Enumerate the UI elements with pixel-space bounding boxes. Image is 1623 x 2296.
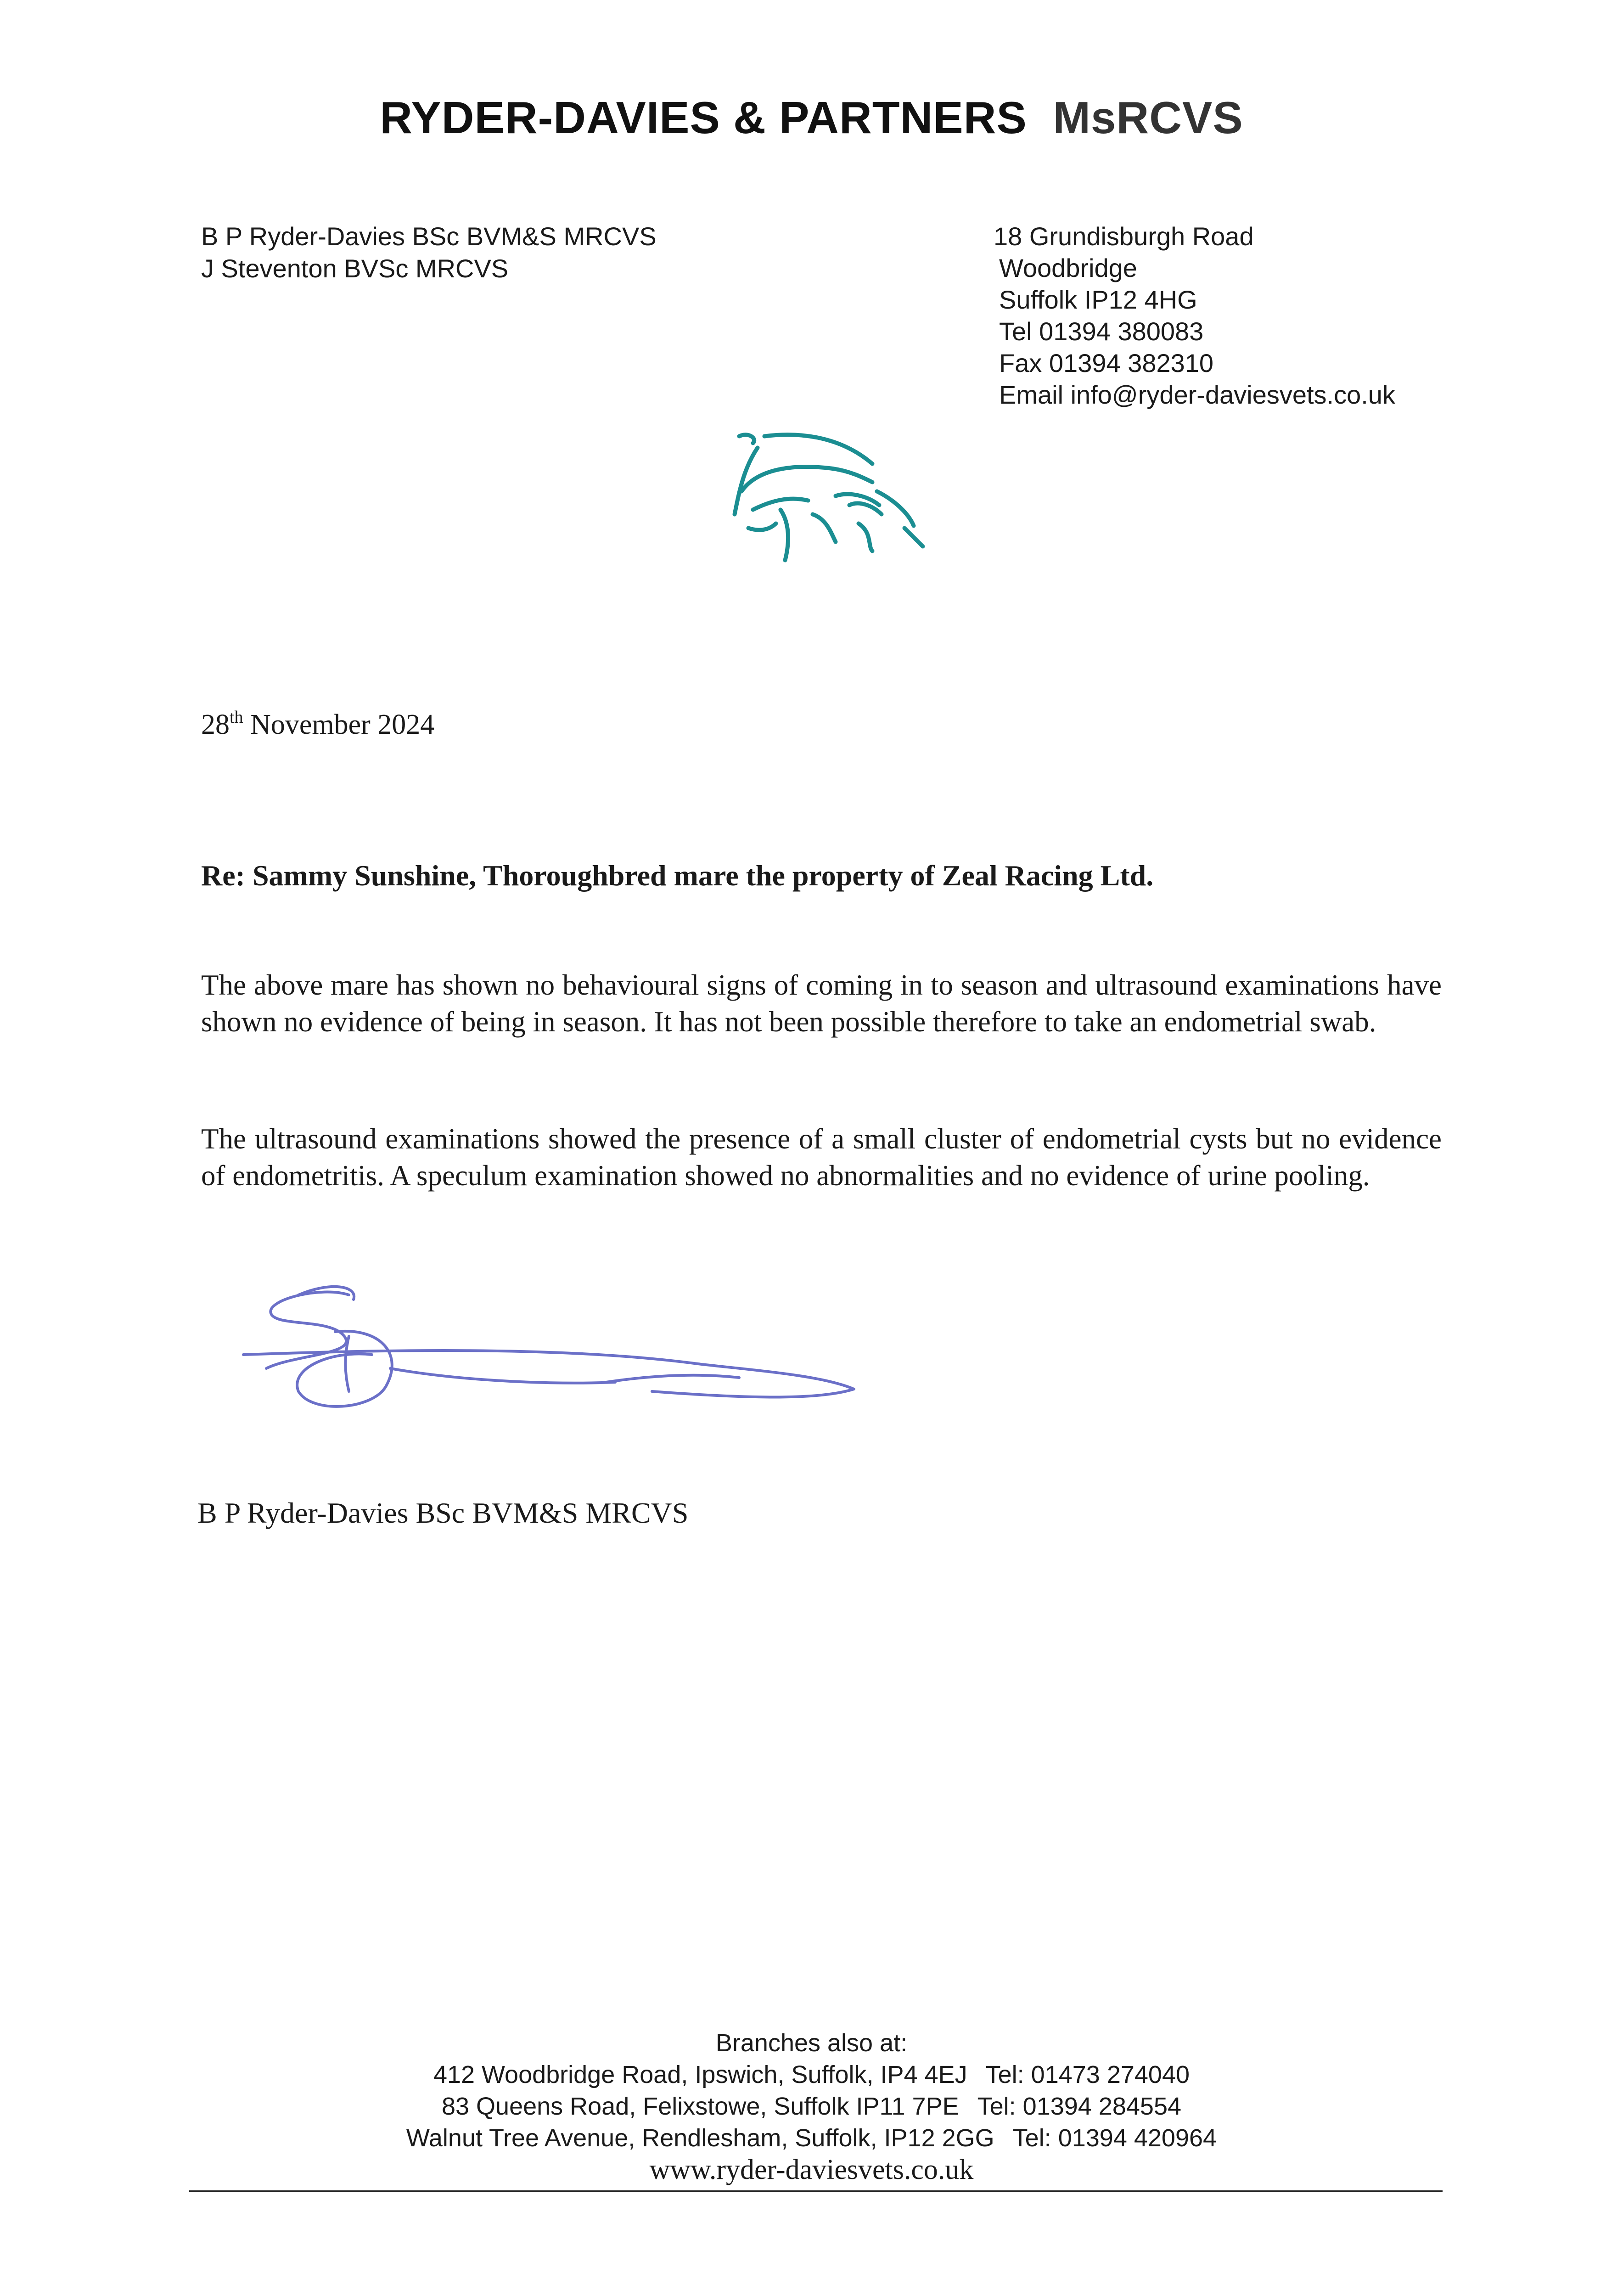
fax-line: Fax 01394 382310	[999, 349, 1214, 377]
branch-address: 83 Queens Road, Felixstowe, Suffolk IP11 7PE	[441, 2093, 959, 2120]
signatory-name: B P Ryder-Davies BSc BVM&S MRCVS	[197, 1497, 689, 1529]
telephone-line: Tel 01394 380083	[999, 317, 1204, 346]
address-line: 18 Grundisburgh Road	[994, 222, 1254, 251]
partner-name: B P Ryder-Davies BSc BVM&S MRCVS	[201, 222, 657, 251]
date-month-year: November 2024	[250, 709, 435, 740]
branches-heading: Branches also at:	[715, 2029, 908, 2057]
horse-and-dog-icon	[721, 422, 941, 588]
address-line: Suffolk IP12 4HG	[999, 285, 1197, 314]
date-suffix: th	[230, 708, 243, 727]
branches-footer	[0, 2027, 1623, 2186]
partners-list	[201, 220, 657, 285]
branch-tel: Tel: 01473 274040	[985, 2061, 1190, 2088]
branch-address: 412 Woodbridge Road, Ipswich, Suffolk, IP4 4EJ	[433, 2061, 967, 2088]
letter-subject: Re: Sammy Sunshine, Thoroughbred mare the property of Zeal Racing Ltd.	[201, 859, 1154, 892]
partner-name: J Steventon BVSc MRCVS	[201, 254, 509, 283]
branch-tel: Tel: 01394 284554	[977, 2093, 1182, 2120]
body-paragraph: The ultrasound examinations showed the presence of a small cluster of endometrial cysts but no evidence of endometritis. A speculum examination showed no abnormalities and no evidence of urine pooling.	[201, 1123, 1442, 1192]
branch-tel: Tel: 01394 420964	[1012, 2124, 1217, 2152]
branch-address: Walnut Tree Avenue, Rendlesham, Suffolk, IP12 2GG	[406, 2124, 994, 2152]
address-line: Woodbridge	[999, 253, 1137, 282]
branch-line	[0, 2059, 1623, 2091]
letter-date	[201, 707, 434, 741]
practice-address	[994, 220, 1395, 411]
branch-line	[0, 2122, 1623, 2154]
branch-line	[0, 2091, 1623, 2122]
body-paragraph: The above mare has shown no behavioural signs of coming in to season and ultrasound examinations have shown no evidence of being in season. It has not been possible therefore to take an endometrial swab.	[201, 969, 1442, 1038]
date-day: 28	[201, 709, 230, 740]
footer-divider	[189, 2190, 1443, 2192]
firm-name: RYDER-DAVIES & PARTNERS	[380, 92, 1027, 143]
handwritten-signature	[239, 1277, 904, 1428]
website-link[interactable]: www.ryder-daviesvets.co.uk	[649, 2154, 974, 2185]
firm-name-heading	[0, 92, 1623, 144]
email-line: Email info@ryder-daviesvets.co.uk	[999, 380, 1395, 409]
firm-suffix: MsRCVS	[1053, 92, 1243, 143]
